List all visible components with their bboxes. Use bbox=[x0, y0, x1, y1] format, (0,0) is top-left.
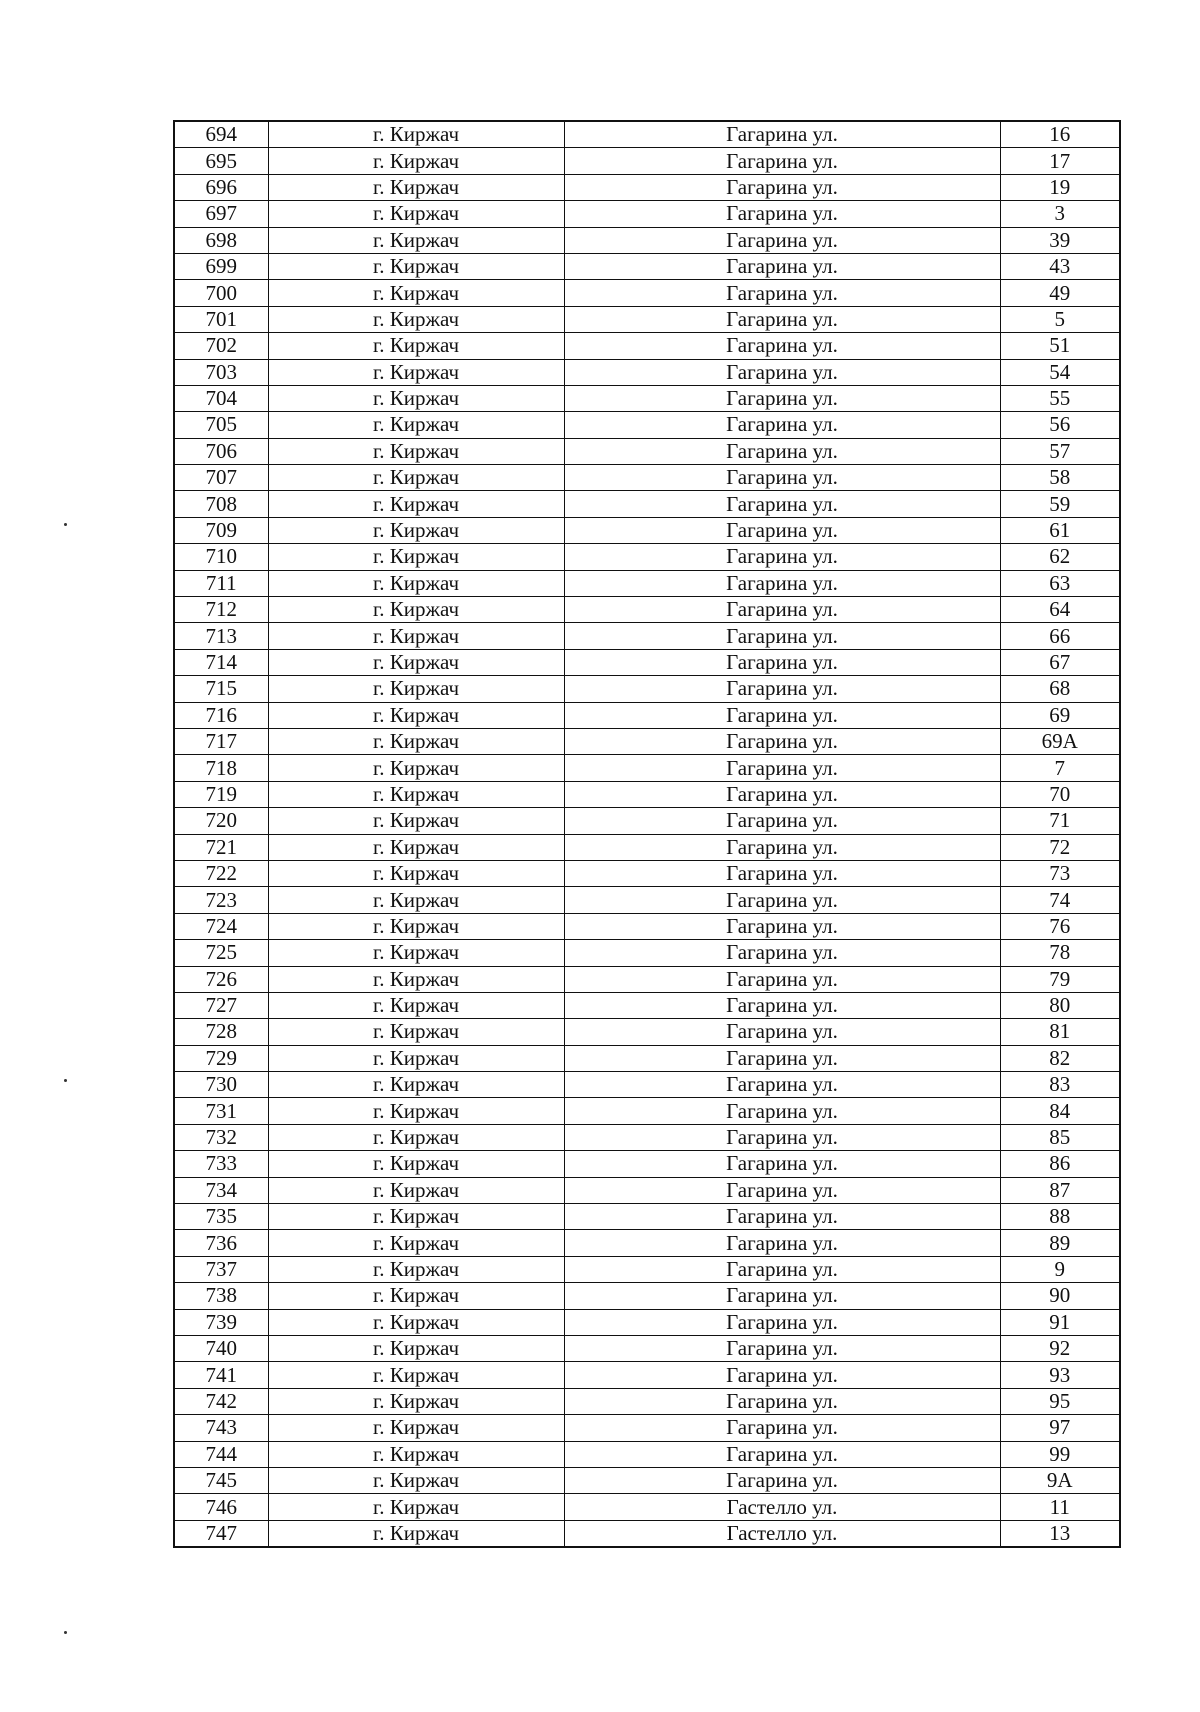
street-cell: Гагарина ул. bbox=[564, 306, 1000, 332]
row-number-cell: 704 bbox=[174, 385, 268, 411]
row-number-cell: 699 bbox=[174, 253, 268, 279]
house-number-cell: 82 bbox=[1000, 1045, 1120, 1071]
table-row bbox=[174, 438, 1120, 464]
street-cell: Гагарина ул. bbox=[564, 412, 1000, 438]
house-number-cell: 9 bbox=[1000, 1256, 1120, 1282]
house-number-cell: 16 bbox=[1000, 121, 1120, 148]
house-number-cell: 91 bbox=[1000, 1309, 1120, 1335]
row-number-cell: 740 bbox=[174, 1335, 268, 1361]
city-cell: г. Киржач bbox=[268, 1362, 564, 1388]
table-row bbox=[174, 1335, 1120, 1361]
table-row bbox=[174, 597, 1120, 623]
city-cell: г. Киржач bbox=[268, 544, 564, 570]
city-cell: г. Киржач bbox=[268, 1335, 564, 1361]
house-number-cell: 95 bbox=[1000, 1388, 1120, 1414]
table-row bbox=[174, 544, 1120, 570]
table-row bbox=[174, 1177, 1120, 1203]
table-row bbox=[174, 306, 1120, 332]
street-cell: Гагарина ул. bbox=[564, 1441, 1000, 1467]
city-cell: г. Киржач bbox=[268, 1204, 564, 1230]
row-number-cell: 747 bbox=[174, 1520, 268, 1547]
street-cell: Гагарина ул. bbox=[564, 597, 1000, 623]
table-row bbox=[174, 1151, 1120, 1177]
row-number-cell: 709 bbox=[174, 517, 268, 543]
house-number-cell: 39 bbox=[1000, 227, 1120, 253]
margin-dot bbox=[64, 1631, 67, 1634]
city-cell: г. Киржач bbox=[268, 992, 564, 1018]
street-cell: Гагарина ул. bbox=[564, 1072, 1000, 1098]
city-cell: г. Киржач bbox=[268, 385, 564, 411]
table-row bbox=[174, 1415, 1120, 1441]
row-number-cell: 724 bbox=[174, 913, 268, 939]
city-cell: г. Киржач bbox=[268, 148, 564, 174]
table-row bbox=[174, 728, 1120, 754]
street-cell: Гагарина ул. bbox=[564, 834, 1000, 860]
row-number-cell: 745 bbox=[174, 1467, 268, 1493]
street-cell: Гагарина ул. bbox=[564, 1098, 1000, 1124]
table-row bbox=[174, 1204, 1120, 1230]
city-cell: г. Киржач bbox=[268, 597, 564, 623]
city-cell: г. Киржач bbox=[268, 1098, 564, 1124]
table-row bbox=[174, 1494, 1120, 1520]
city-cell: г. Киржач bbox=[268, 438, 564, 464]
city-cell: г. Киржач bbox=[268, 306, 564, 332]
house-number-cell: 19 bbox=[1000, 174, 1120, 200]
table-row bbox=[174, 1256, 1120, 1282]
row-number-cell: 694 bbox=[174, 121, 268, 148]
street-cell: Гагарина ул. bbox=[564, 227, 1000, 253]
street-cell: Гагарина ул. bbox=[564, 1362, 1000, 1388]
street-cell: Гагарина ул. bbox=[564, 1204, 1000, 1230]
city-cell: г. Киржач bbox=[268, 913, 564, 939]
house-number-cell: 71 bbox=[1000, 808, 1120, 834]
house-number-cell: 89 bbox=[1000, 1230, 1120, 1256]
row-number-cell: 725 bbox=[174, 940, 268, 966]
margin-dot bbox=[64, 523, 67, 526]
street-cell: Гагарина ул. bbox=[564, 253, 1000, 279]
house-number-cell: 61 bbox=[1000, 517, 1120, 543]
city-cell: г. Киржач bbox=[268, 227, 564, 253]
street-cell: Гагарина ул. bbox=[564, 1467, 1000, 1493]
street-cell: Гагарина ул. bbox=[564, 359, 1000, 385]
table-row bbox=[174, 570, 1120, 596]
house-number-cell: 57 bbox=[1000, 438, 1120, 464]
row-number-cell: 722 bbox=[174, 860, 268, 886]
row-number-cell: 727 bbox=[174, 992, 268, 1018]
house-number-cell: 59 bbox=[1000, 491, 1120, 517]
row-number-cell: 703 bbox=[174, 359, 268, 385]
row-number-cell: 733 bbox=[174, 1151, 268, 1177]
table-row bbox=[174, 1124, 1120, 1150]
city-cell: г. Киржач bbox=[268, 412, 564, 438]
street-cell: Гагарина ул. bbox=[564, 1151, 1000, 1177]
street-cell: Гагарина ул. bbox=[564, 280, 1000, 306]
row-number-cell: 741 bbox=[174, 1362, 268, 1388]
street-cell: Гастелло ул. bbox=[564, 1520, 1000, 1547]
table-row bbox=[174, 412, 1120, 438]
table-row bbox=[174, 359, 1120, 385]
table-row bbox=[174, 1388, 1120, 1414]
city-cell: г. Киржач bbox=[268, 1230, 564, 1256]
row-number-cell: 710 bbox=[174, 544, 268, 570]
house-number-cell: 49 bbox=[1000, 280, 1120, 306]
table-row bbox=[174, 1520, 1120, 1547]
house-number-cell: 80 bbox=[1000, 992, 1120, 1018]
street-cell: Гагарина ул. bbox=[564, 1045, 1000, 1071]
table-row bbox=[174, 517, 1120, 543]
street-cell: Гагарина ул. bbox=[564, 623, 1000, 649]
city-cell: г. Киржач bbox=[268, 649, 564, 675]
row-number-cell: 735 bbox=[174, 1204, 268, 1230]
row-number-cell: 712 bbox=[174, 597, 268, 623]
row-number-cell: 731 bbox=[174, 1098, 268, 1124]
table-row bbox=[174, 992, 1120, 1018]
street-cell: Гагарина ул. bbox=[564, 148, 1000, 174]
house-number-cell: 99 bbox=[1000, 1441, 1120, 1467]
city-cell: г. Киржач bbox=[268, 834, 564, 860]
house-number-cell: 66 bbox=[1000, 623, 1120, 649]
house-number-cell: 90 bbox=[1000, 1283, 1120, 1309]
house-number-cell: 72 bbox=[1000, 834, 1120, 860]
table-row bbox=[174, 1098, 1120, 1124]
margin-dot bbox=[64, 1079, 67, 1082]
city-cell: г. Киржач bbox=[268, 491, 564, 517]
street-cell: Гагарина ул. bbox=[564, 1309, 1000, 1335]
house-number-cell: 70 bbox=[1000, 781, 1120, 807]
house-number-cell: 87 bbox=[1000, 1177, 1120, 1203]
city-cell: г. Киржач bbox=[268, 728, 564, 754]
street-cell: Гагарина ул. bbox=[564, 913, 1000, 939]
address-table bbox=[173, 120, 1121, 1548]
table-row bbox=[174, 913, 1120, 939]
city-cell: г. Киржач bbox=[268, 1415, 564, 1441]
house-number-cell: 84 bbox=[1000, 1098, 1120, 1124]
table-row bbox=[174, 1072, 1120, 1098]
street-cell: Гагарина ул. bbox=[564, 1335, 1000, 1361]
city-cell: г. Киржач bbox=[268, 1388, 564, 1414]
house-number-cell: 54 bbox=[1000, 359, 1120, 385]
city-cell: г. Киржач bbox=[268, 1019, 564, 1045]
row-number-cell: 711 bbox=[174, 570, 268, 596]
city-cell: г. Киржач bbox=[268, 808, 564, 834]
city-cell: г. Киржач bbox=[268, 280, 564, 306]
house-number-cell: 11 bbox=[1000, 1494, 1120, 1520]
house-number-cell: 7 bbox=[1000, 755, 1120, 781]
house-number-cell: 73 bbox=[1000, 860, 1120, 886]
table-row bbox=[174, 491, 1120, 517]
house-number-cell: 85 bbox=[1000, 1124, 1120, 1150]
table-row bbox=[174, 1362, 1120, 1388]
row-number-cell: 708 bbox=[174, 491, 268, 517]
street-cell: Гагарина ул. bbox=[564, 1256, 1000, 1282]
row-number-cell: 742 bbox=[174, 1388, 268, 1414]
street-cell: Гагарина ул. bbox=[564, 992, 1000, 1018]
row-number-cell: 729 bbox=[174, 1045, 268, 1071]
city-cell: г. Киржач bbox=[268, 1520, 564, 1547]
city-cell: г. Киржач bbox=[268, 1177, 564, 1203]
house-number-cell: 67 bbox=[1000, 649, 1120, 675]
table-row bbox=[174, 755, 1120, 781]
table-row bbox=[174, 781, 1120, 807]
city-cell: г. Киржач bbox=[268, 1045, 564, 1071]
street-cell: Гагарина ул. bbox=[564, 174, 1000, 200]
house-number-cell: 62 bbox=[1000, 544, 1120, 570]
row-number-cell: 736 bbox=[174, 1230, 268, 1256]
street-cell: Гагарина ул. bbox=[564, 121, 1000, 148]
row-number-cell: 728 bbox=[174, 1019, 268, 1045]
row-number-cell: 737 bbox=[174, 1256, 268, 1282]
street-cell: Гагарина ул. bbox=[564, 385, 1000, 411]
city-cell: г. Киржач bbox=[268, 860, 564, 886]
street-cell: Гагарина ул. bbox=[564, 1019, 1000, 1045]
house-number-cell: 69А bbox=[1000, 728, 1120, 754]
row-number-cell: 706 bbox=[174, 438, 268, 464]
street-cell: Гагарина ул. bbox=[564, 808, 1000, 834]
table-row bbox=[174, 201, 1120, 227]
table-row bbox=[174, 676, 1120, 702]
street-cell: Гагарина ул. bbox=[564, 1388, 1000, 1414]
house-number-cell: 86 bbox=[1000, 1151, 1120, 1177]
row-number-cell: 714 bbox=[174, 649, 268, 675]
city-cell: г. Киржач bbox=[268, 359, 564, 385]
table-row bbox=[174, 834, 1120, 860]
row-number-cell: 705 bbox=[174, 412, 268, 438]
city-cell: г. Киржач bbox=[268, 253, 564, 279]
row-number-cell: 718 bbox=[174, 755, 268, 781]
table-row bbox=[174, 1230, 1120, 1256]
table-row bbox=[174, 1045, 1120, 1071]
street-cell: Гагарина ул. bbox=[564, 1415, 1000, 1441]
table-row bbox=[174, 1441, 1120, 1467]
street-cell: Гагарина ул. bbox=[564, 544, 1000, 570]
row-number-cell: 713 bbox=[174, 623, 268, 649]
table-row bbox=[174, 860, 1120, 886]
row-number-cell: 720 bbox=[174, 808, 268, 834]
city-cell: г. Киржач bbox=[268, 676, 564, 702]
house-number-cell: 92 bbox=[1000, 1335, 1120, 1361]
row-number-cell: 726 bbox=[174, 966, 268, 992]
table-row bbox=[174, 280, 1120, 306]
row-number-cell: 734 bbox=[174, 1177, 268, 1203]
row-number-cell: 707 bbox=[174, 465, 268, 491]
house-number-cell: 76 bbox=[1000, 913, 1120, 939]
table-row bbox=[174, 940, 1120, 966]
address-table-body bbox=[174, 121, 1120, 1547]
row-number-cell: 700 bbox=[174, 280, 268, 306]
row-number-cell: 715 bbox=[174, 676, 268, 702]
street-cell: Гагарина ул. bbox=[564, 728, 1000, 754]
table-row bbox=[174, 649, 1120, 675]
street-cell: Гагарина ул. bbox=[564, 438, 1000, 464]
city-cell: г. Киржач bbox=[268, 174, 564, 200]
street-cell: Гагарина ул. bbox=[564, 333, 1000, 359]
street-cell: Гагарина ул. bbox=[564, 1124, 1000, 1150]
street-cell: Гагарина ул. bbox=[564, 887, 1000, 913]
table-row bbox=[174, 808, 1120, 834]
house-number-cell: 64 bbox=[1000, 597, 1120, 623]
house-number-cell: 5 bbox=[1000, 306, 1120, 332]
row-number-cell: 746 bbox=[174, 1494, 268, 1520]
table-row bbox=[174, 1309, 1120, 1335]
table-row bbox=[174, 333, 1120, 359]
house-number-cell: 43 bbox=[1000, 253, 1120, 279]
house-number-cell: 13 bbox=[1000, 1520, 1120, 1547]
house-number-cell: 51 bbox=[1000, 333, 1120, 359]
table-row bbox=[174, 966, 1120, 992]
city-cell: г. Киржач bbox=[268, 201, 564, 227]
street-cell: Гагарина ул. bbox=[564, 676, 1000, 702]
street-cell: Гагарина ул. bbox=[564, 465, 1000, 491]
street-cell: Гагарина ул. bbox=[564, 1283, 1000, 1309]
house-number-cell: 88 bbox=[1000, 1204, 1120, 1230]
table-row bbox=[174, 227, 1120, 253]
row-number-cell: 743 bbox=[174, 1415, 268, 1441]
house-number-cell: 9А bbox=[1000, 1467, 1120, 1493]
city-cell: г. Киржач bbox=[268, 1309, 564, 1335]
city-cell: г. Киржач bbox=[268, 1151, 564, 1177]
table-row bbox=[174, 174, 1120, 200]
row-number-cell: 716 bbox=[174, 702, 268, 728]
street-cell: Гагарина ул. bbox=[564, 201, 1000, 227]
city-cell: г. Киржач bbox=[268, 1072, 564, 1098]
row-number-cell: 717 bbox=[174, 728, 268, 754]
row-number-cell: 701 bbox=[174, 306, 268, 332]
house-number-cell: 17 bbox=[1000, 148, 1120, 174]
row-number-cell: 739 bbox=[174, 1309, 268, 1335]
street-cell: Гагарина ул. bbox=[564, 966, 1000, 992]
row-number-cell: 697 bbox=[174, 201, 268, 227]
row-number-cell: 696 bbox=[174, 174, 268, 200]
row-number-cell: 723 bbox=[174, 887, 268, 913]
house-number-cell: 97 bbox=[1000, 1415, 1120, 1441]
table-row bbox=[174, 623, 1120, 649]
row-number-cell: 744 bbox=[174, 1441, 268, 1467]
row-number-cell: 732 bbox=[174, 1124, 268, 1150]
house-number-cell: 74 bbox=[1000, 887, 1120, 913]
city-cell: г. Киржач bbox=[268, 333, 564, 359]
house-number-cell: 58 bbox=[1000, 465, 1120, 491]
street-cell: Гагарина ул. bbox=[564, 517, 1000, 543]
row-number-cell: 695 bbox=[174, 148, 268, 174]
table-row bbox=[174, 385, 1120, 411]
house-number-cell: 55 bbox=[1000, 385, 1120, 411]
city-cell: г. Киржач bbox=[268, 1256, 564, 1282]
table-row bbox=[174, 148, 1120, 174]
row-number-cell: 719 bbox=[174, 781, 268, 807]
street-cell: Гагарина ул. bbox=[564, 860, 1000, 886]
row-number-cell: 721 bbox=[174, 834, 268, 860]
city-cell: г. Киржач bbox=[268, 781, 564, 807]
city-cell: г. Киржач bbox=[268, 1124, 564, 1150]
house-number-cell: 3 bbox=[1000, 201, 1120, 227]
street-cell: Гастелло ул. bbox=[564, 1494, 1000, 1520]
street-cell: Гагарина ул. bbox=[564, 940, 1000, 966]
street-cell: Гагарина ул. bbox=[564, 1230, 1000, 1256]
table-row bbox=[174, 253, 1120, 279]
table-row bbox=[174, 465, 1120, 491]
table-row bbox=[174, 121, 1120, 148]
city-cell: г. Киржач bbox=[268, 570, 564, 596]
house-number-cell: 69 bbox=[1000, 702, 1120, 728]
house-number-cell: 81 bbox=[1000, 1019, 1120, 1045]
house-number-cell: 93 bbox=[1000, 1362, 1120, 1388]
house-number-cell: 79 bbox=[1000, 966, 1120, 992]
city-cell: г. Киржач bbox=[268, 966, 564, 992]
street-cell: Гагарина ул. bbox=[564, 491, 1000, 517]
city-cell: г. Киржач bbox=[268, 1283, 564, 1309]
street-cell: Гагарина ул. bbox=[564, 755, 1000, 781]
city-cell: г. Киржач bbox=[268, 517, 564, 543]
row-number-cell: 738 bbox=[174, 1283, 268, 1309]
table-row bbox=[174, 887, 1120, 913]
street-cell: Гагарина ул. bbox=[564, 570, 1000, 596]
house-number-cell: 63 bbox=[1000, 570, 1120, 596]
street-cell: Гагарина ул. bbox=[564, 702, 1000, 728]
row-number-cell: 698 bbox=[174, 227, 268, 253]
table-row bbox=[174, 1283, 1120, 1309]
city-cell: г. Киржач bbox=[268, 1494, 564, 1520]
row-number-cell: 730 bbox=[174, 1072, 268, 1098]
house-number-cell: 83 bbox=[1000, 1072, 1120, 1098]
city-cell: г. Киржач bbox=[268, 465, 564, 491]
row-number-cell: 702 bbox=[174, 333, 268, 359]
city-cell: г. Киржач bbox=[268, 1467, 564, 1493]
city-cell: г. Киржач bbox=[268, 1441, 564, 1467]
table-row bbox=[174, 1019, 1120, 1045]
table-row bbox=[174, 1467, 1120, 1493]
city-cell: г. Киржач bbox=[268, 702, 564, 728]
street-cell: Гагарина ул. bbox=[564, 649, 1000, 675]
house-number-cell: 78 bbox=[1000, 940, 1120, 966]
city-cell: г. Киржач bbox=[268, 623, 564, 649]
house-number-cell: 68 bbox=[1000, 676, 1120, 702]
city-cell: г. Киржач bbox=[268, 121, 564, 148]
city-cell: г. Киржач bbox=[268, 940, 564, 966]
city-cell: г. Киржач bbox=[268, 887, 564, 913]
street-cell: Гагарина ул. bbox=[564, 781, 1000, 807]
city-cell: г. Киржач bbox=[268, 755, 564, 781]
house-number-cell: 56 bbox=[1000, 412, 1120, 438]
table-row bbox=[174, 702, 1120, 728]
street-cell: Гагарина ул. bbox=[564, 1177, 1000, 1203]
